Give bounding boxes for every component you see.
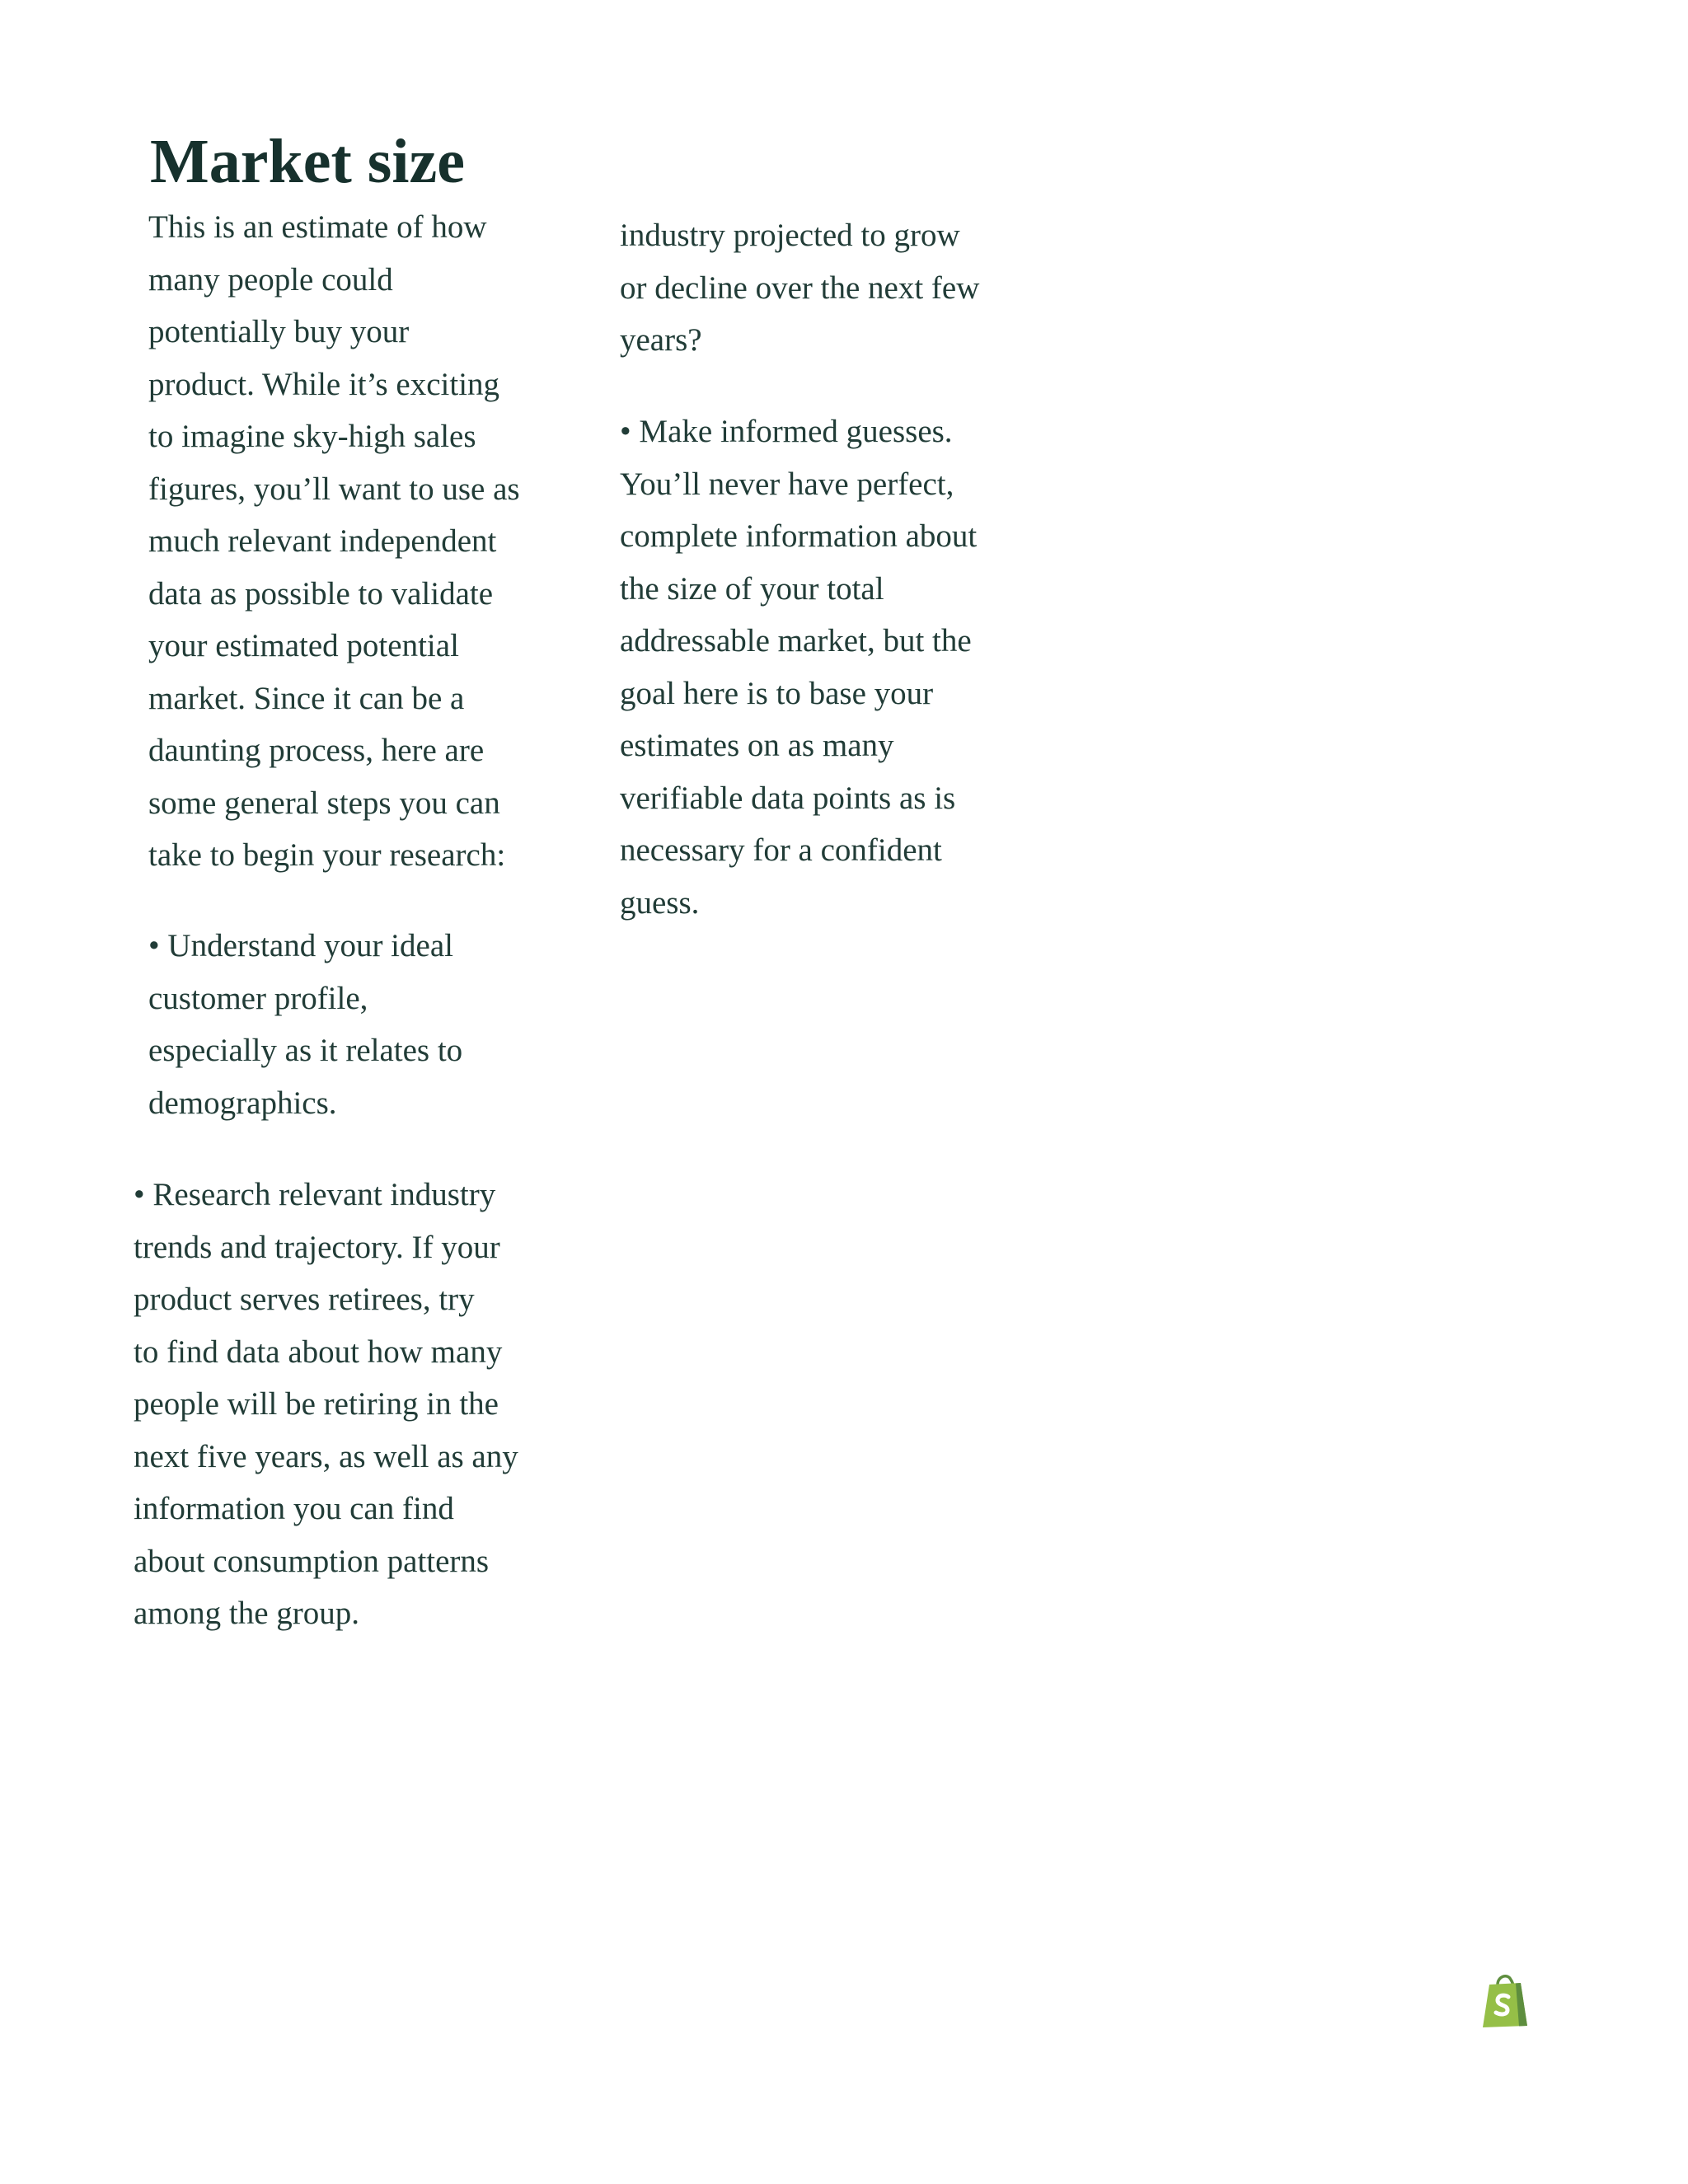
bullet-line: trends and trajectory. If your bbox=[134, 1229, 500, 1265]
bullet-line: to find data about how many bbox=[134, 1333, 503, 1370]
bullet-industry-research bbox=[134, 1169, 518, 1640]
bullet-line: next five years, as well as any bbox=[134, 1438, 518, 1474]
bullet-informed-guesses bbox=[620, 405, 977, 929]
intro-line: take to begin your research: bbox=[148, 837, 506, 873]
bullet-line: guess. bbox=[620, 884, 700, 921]
intro-line: This is an estimate of how bbox=[148, 209, 487, 245]
bullet-line: You’ll never have perfect, bbox=[620, 466, 954, 502]
bullet-line: addressable market, but the bbox=[620, 623, 972, 658]
bullet-line: especially as it relates to bbox=[148, 1033, 463, 1068]
bullet-line: goal here is to base your bbox=[620, 675, 934, 711]
intro-line: your estimated potential bbox=[148, 628, 459, 663]
bullet-line: complete information about bbox=[620, 518, 978, 554]
intro-line: figures, you’ll want to use as bbox=[148, 471, 520, 507]
intro-line: many people could bbox=[148, 261, 393, 298]
intro-line: market. Since it can be a bbox=[148, 680, 465, 716]
page-title: Market size bbox=[150, 127, 465, 196]
intro-line: to imagine sky-high sales bbox=[148, 419, 476, 454]
continuation-line: or decline over the next few bbox=[620, 269, 980, 306]
intro-line: product. While it’s exciting bbox=[148, 366, 500, 402]
intro-line: data as possible to validate bbox=[148, 575, 494, 612]
bullet-line: about consumption patterns bbox=[134, 1543, 490, 1579]
intro-line: some general steps you can bbox=[148, 785, 500, 821]
bullet-line: the size of your total bbox=[620, 570, 884, 607]
continuation-line: industry projected to grow bbox=[620, 218, 960, 253]
bullet-line: customer profile, bbox=[148, 980, 368, 1016]
bullet-line: • Make informed guesses. bbox=[620, 414, 953, 449]
continuation-paragraph bbox=[620, 209, 979, 367]
intro-line: much relevant independent bbox=[148, 523, 497, 559]
bullet-line: • Understand your ideal bbox=[148, 928, 453, 963]
bullet-line: • Research relevant industry bbox=[134, 1177, 496, 1212]
bullet-line: product serves retirees, try bbox=[134, 1282, 475, 1317]
bullet-line: verifiable data points as is bbox=[620, 780, 956, 816]
bullet-line: people will be retiring in the bbox=[134, 1386, 499, 1422]
intro-line: potentially buy your bbox=[148, 314, 410, 349]
bullet-line: estimates on as many bbox=[620, 728, 894, 763]
continuation-line: years? bbox=[620, 322, 702, 358]
bullet-line: among the group. bbox=[134, 1596, 360, 1631]
intro-paragraph bbox=[148, 201, 520, 882]
bullet-line: information you can find bbox=[134, 1491, 454, 1526]
intro-line: daunting process, here are bbox=[148, 733, 485, 768]
bullet-line: demographics. bbox=[148, 1085, 337, 1121]
bullet-line: necessary for a confident bbox=[620, 832, 942, 868]
shopify-bag-icon bbox=[1479, 1971, 1532, 2029]
bullet-customer-profile bbox=[148, 920, 462, 1129]
